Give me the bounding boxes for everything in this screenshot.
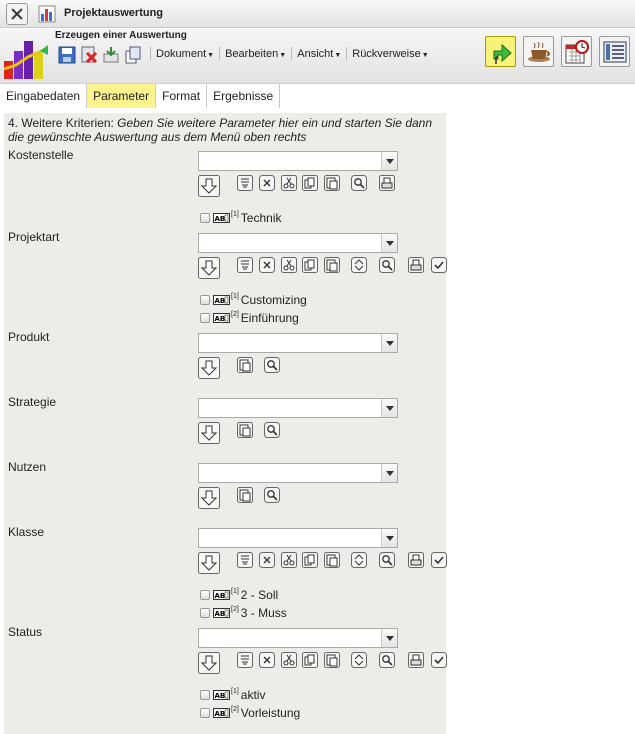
sort-icon[interactable] [351,552,367,568]
paste-icon[interactable] [237,422,253,438]
criterion-toolbar [198,422,448,444]
menu-bar [150,47,434,61]
selected-value-item [200,292,307,308]
value-index: [1] [231,587,239,595]
svg-text:AB: AB [214,215,226,223]
text-field-icon [213,295,230,305]
svg-text:AB: AB [214,692,226,700]
value-text: 3 - Muss [240,606,287,620]
title-bar [0,0,635,28]
check-icon[interactable] [431,257,447,273]
app-logo-icon [2,31,50,81]
criterion-toolbar [198,652,448,674]
criterion-select[interactable] [198,233,398,253]
sort-icon[interactable] [351,257,367,273]
criterion-label: Nutzen [8,460,47,474]
arrow-down-icon[interactable] [198,552,220,574]
criterion-toolbar [198,357,448,379]
delete-icon[interactable] [80,46,98,64]
criterion-toolbar [198,175,448,197]
move-top-icon[interactable] [237,652,253,668]
menu-ansicht[interactable]: Ansicht▼ [291,47,346,61]
text-field-icon [213,590,230,600]
menu-rueckverweise[interactable]: Rückverweise▼ [346,47,433,61]
arrow-down-icon[interactable] [198,487,220,509]
chevron-down-icon[interactable] [381,234,397,252]
search-icon[interactable] [379,257,395,273]
criterion-toolbar [198,487,448,509]
cut-icon[interactable] [281,552,297,568]
menu-bearbeiten[interactable]: Bearbeiten▼ [219,47,291,61]
parameter-panel [4,113,446,734]
value-checkbox[interactable] [200,690,210,700]
cut-icon[interactable] [281,257,297,273]
selected-value-item [200,210,281,226]
calendar-clock-icon [564,39,590,65]
chevron-down-icon[interactable] [381,629,397,647]
arrow-down-icon[interactable] [198,652,220,674]
search-icon[interactable] [351,175,367,191]
chevron-down-icon[interactable] [381,152,397,170]
criterion-select[interactable] [198,628,398,648]
selected-value-item [200,587,278,603]
report-list-button[interactable] [599,36,630,67]
criterion-label: Klasse [8,525,45,539]
arrow-down-icon[interactable] [198,175,220,197]
remove-icon[interactable] [259,257,275,273]
tab-parameter[interactable]: Parameter [87,84,156,108]
text-field-icon [213,213,230,223]
cut-icon[interactable] [281,652,297,668]
arrow-down-icon[interactable] [198,422,220,444]
value-index: [1] [231,292,239,300]
search-icon[interactable] [379,652,395,668]
list-icon [602,39,628,65]
pause-button[interactable] [523,36,554,67]
toolbar [0,29,635,84]
value-text: Technik [240,211,282,225]
paste-icon[interactable] [324,552,340,568]
criterion-label: Produkt [8,330,50,344]
value-checkbox[interactable] [200,608,210,618]
criterion-select[interactable] [198,151,398,171]
criterion-select[interactable] [198,528,398,548]
value-text: 2 - Soll [240,588,279,602]
paste-icon[interactable] [324,652,340,668]
value-checkbox[interactable] [200,590,210,600]
window-subtitle: Erzeugen einer Auswertung [55,30,187,41]
text-field-icon [213,608,230,618]
arrow-down-icon[interactable] [198,257,220,279]
copy-icon[interactable] [302,257,318,273]
value-text: aktiv [240,688,266,702]
paste-icon[interactable] [237,357,253,373]
value-text: Customizing [240,293,307,307]
chevron-down-icon[interactable] [381,399,397,417]
arrow-down-icon[interactable] [198,357,220,379]
print-icon[interactable] [408,257,424,273]
svg-text:AB: AB [214,610,226,618]
value-text: Einführung [240,311,299,325]
selected-value-item [200,310,299,326]
value-index: [1] [231,210,239,218]
remove-icon[interactable] [259,652,275,668]
move-top-icon[interactable] [237,175,253,191]
criterion-select[interactable] [198,333,398,353]
criterion-toolbar [198,552,448,574]
tab-eingabedaten[interactable]: Eingabedaten [0,84,87,108]
move-top-icon[interactable] [237,257,253,273]
svg-text:AB: AB [214,592,226,600]
cut-icon[interactable] [281,175,297,191]
run-report-button[interactable] [485,36,516,67]
search-icon[interactable] [264,422,280,438]
value-checkbox[interactable] [200,213,210,223]
print-icon[interactable] [408,552,424,568]
paste-icon[interactable] [324,257,340,273]
search-icon[interactable] [264,487,280,503]
value-checkbox[interactable] [200,708,210,718]
criterion-label: Kostenstelle [8,148,74,162]
criterion-select[interactable] [198,398,398,418]
copy-icon[interactable] [302,652,318,668]
print-icon[interactable] [379,175,395,191]
coffee-cup-icon [526,39,552,65]
run-arrow-icon [488,39,514,65]
criterion-label: Projektart [8,230,60,244]
window-title: Projektauswertung [64,7,164,19]
value-text: Vorleistung [240,706,301,720]
search-icon[interactable] [379,552,395,568]
value-checkbox[interactable] [200,313,210,323]
remove-icon[interactable] [259,552,275,568]
paste-icon[interactable] [324,175,340,191]
sort-icon[interactable] [351,652,367,668]
remove-icon[interactable] [259,175,275,191]
instructions: 4. Weitere Kriterien: Geben Sie weitere Parameter hier ein und starten Sie dann die gewünschte Auswertung aus dem Menü oben rechts [8,116,433,144]
value-index: [2] [231,605,239,613]
copy-icon[interactable] [124,46,142,64]
copy-icon[interactable] [302,175,318,191]
menu-dokument[interactable]: Dokument▼ [150,47,219,61]
text-field-icon [213,313,230,323]
paste-icon[interactable] [237,487,253,503]
chevron-down-icon[interactable] [381,529,397,547]
check-icon[interactable] [431,652,447,668]
search-icon[interactable] [264,357,280,373]
save-icon[interactable] [58,46,76,64]
value-index: [2] [231,310,239,318]
close-icon[interactable] [6,3,28,25]
move-top-icon[interactable] [237,552,253,568]
bar-chart-icon [38,5,56,23]
criterion-select[interactable] [198,463,398,483]
check-icon[interactable] [431,552,447,568]
criterion-label: Status [8,625,43,639]
print-icon[interactable] [408,652,424,668]
chevron-down-icon[interactable] [381,464,397,482]
svg-text:AB: AB [214,315,226,323]
value-index: [1] [231,687,239,695]
copy-icon[interactable] [302,552,318,568]
text-field-icon [213,708,230,718]
value-checkbox[interactable] [200,295,210,305]
svg-text:AB: AB [214,710,226,718]
selected-value-item [200,605,287,621]
value-index: [2] [231,705,239,713]
text-field-icon [213,690,230,700]
svg-text:AB: AB [214,297,226,305]
tab-ergebnisse[interactable]: Ergebnisse [207,84,280,108]
schedule-button[interactable] [561,36,592,67]
criterion-label: Strategie [8,395,57,409]
tab-bar [0,84,635,108]
chevron-down-icon[interactable] [381,334,397,352]
export-icon[interactable] [102,46,120,64]
selected-value-item [200,687,265,703]
criterion-toolbar [198,257,448,279]
selected-value-item [200,705,300,721]
tab-format[interactable]: Format [156,84,207,108]
